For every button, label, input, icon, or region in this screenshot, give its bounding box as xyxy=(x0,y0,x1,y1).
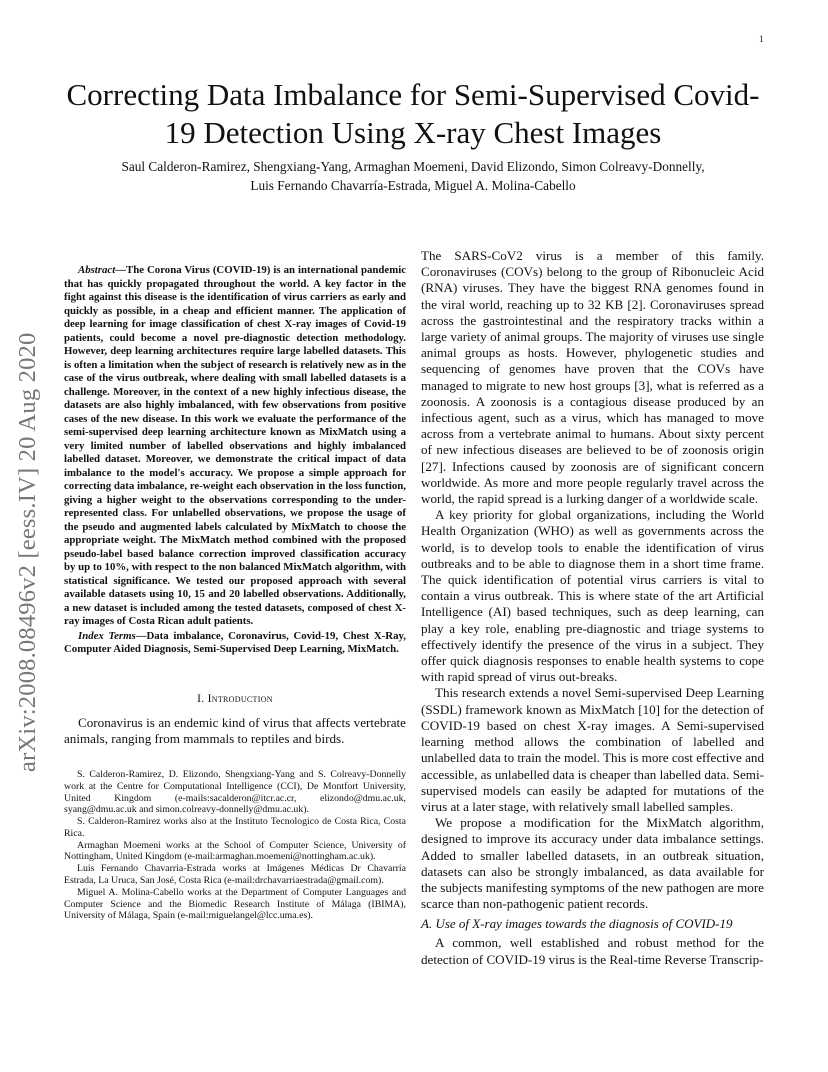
footnote: S. Calderon-Ramirez works also at the Instituto Tecnologico de Costa Rica, Costa Rica. xyxy=(64,816,406,839)
body-paragraph: We propose a modification for the MixMatch algorithm, designed to improve its accuracy under data imbalance settings. Added to smaller labelled datasets, in an outbreak situation, datasets can also be strongly imbalanced, as data available for the subjects manifesting symptoms of the new pathogen are more scarce than non-pathogenic patient records. xyxy=(421,815,764,912)
right-column xyxy=(421,248,764,968)
footnote: Miguel A. Molina-Cabello works at the Department of Computer Languages and Computer Science and the Biomedic Research Institute of Málaga (IBIMA), University of Málaga, Spain (e-mail:miguelangel@lcc.uma.es). xyxy=(64,886,406,922)
body-paragraph: A key priority for global organizations, including the World Health Organization (WHO) as well as governments across the world, is to develop tools to enable the identification of virus outbreaks and to be able to diagnose them in a short time frame. The quick identification of potential virus carriers is vital to contain a virus outbreak. This is where state of the art Artificial Intelligence (AI) based techniques, such as deep learning, can play a key role, enabling pre-diagnostic and triage systems to effectively identify the presence of the virus in a subject. They offer quick diagnosis responses to enable health systems to cope with rapid spread of virus out-breaks. xyxy=(421,507,764,685)
author-list xyxy=(40,157,786,195)
authors-line-1: Saul Calderon-Ramirez, Shengxiang-Yang, Armaghan Moemeni, David Elizondo, Simon Colreavy-Donnelly, xyxy=(121,159,705,174)
index-terms xyxy=(64,630,406,657)
abstract xyxy=(64,264,406,629)
subsection-heading: A. Use of X-ray images towards the diagnosis of COVID-19 xyxy=(421,916,733,932)
index-terms-label: Index Terms xyxy=(78,629,136,642)
page-number: 1 xyxy=(759,34,764,44)
section-title-text: Introduction xyxy=(207,692,273,705)
paper-title: Correcting Data Imbalance for Semi-Supervised Covid-19 Detection Using X-ray Chest Images xyxy=(66,77,760,150)
footnote: S. Calderon-Ramirez, D. Elizondo, Shengxiang-Yang and S. Colreavy-Donnelly work at the Centre for Computational Intelligence (CCI), De Montfort University, United Kingdom (e-mails:sacalderon@itcr.ac.cr, elizondo@dmu.ac.uk, syang@dmu.ac.uk and simon.colreavy-donnelly@dmu.ac.uk). xyxy=(64,768,406,816)
body-paragraph: A common, well established and robust method for the detection of COVID-19 virus is the Real-time Reverse Transcrip- xyxy=(421,935,764,967)
body-paragraph: This research extends a novel Semi-supervised Deep Learning (SSDL) framework known as MixMatch [10] for the detection of COVID-19 based on chest X-ray images. A Semi-supervised learning method allows the combination of labelled and unlabelled data to train the model. This is more cost effective and accessible, as unlabelled data is cheaper than labelled data. Semi-supervised models can easily be adapted for mutations of the virus at a later stage, with relatively small labelled samples. xyxy=(421,685,764,814)
footnote: Luis Fernando Chavarria-Estrada works at Imágenes Médicas Dr Chavarría Estrada, La Uruca, San José, Costa Rica (e-mail:drchavarriaestrada@gmail.com). xyxy=(64,863,406,887)
abstract-text: —The Corona Virus (COVID-19) is an international pandemic that has quickly propagated throughout the world. A key factor in the fight against this disease is the identification of virus carriers as early and quickly as possible, in a cheap and efficient manner. The application of deep learning for image classification of chest X-ray images of Covid-19 patients, could become a novel pre-diagnostic detection methodology. However, deep learning architectures require large labelled datasets. This is often a limitation when the subject of research is relatively new as in the case of the virus outbreak, where dealing with small labelled datasets is a challenge. Moreover, in the context of a new highly infectious disease, the datasets are also highly imbalanced, with few observations from positive cases of the new disease. In this work we evaluate the performance of the semi-supervised deep learning architecture known as MixMatch using a very limited number of labelled observations and highly imbalanced labelled dataset. Moreover, we demonstrate the critical impact of data imbalance to the model's accuracy. We propose a simple approach for correcting data imbalance, re-weight each observation in the loss function, giving a higher weight to the observations corresponding to the under-represented class. For unlabelled observations, we propose the usage of the pseudo and augmented labels calculated by MixMatch to choose the appropriate weight. The MixMatch method combined with the proposed pseudo-label based balance correction improved classification accuracy by up to 10%, with respect to the non balanced MixMatch algorithm, with statistical significance. We tested our proposed approach with several available datasets using 10, 15 and 20 labelled observations. Additionally, a new dataset is included among the tested datasets, composed of chest X-ray images of Costa Rican adult patients. xyxy=(64,264,406,627)
abstract-label: Abstract xyxy=(78,264,116,276)
section-numeral: I. xyxy=(197,692,205,705)
section-heading-introduction xyxy=(64,693,406,705)
arxiv-identifier-stamp: arXiv:2008.08496v2 [eess.IV] 20 Aug 2020 xyxy=(14,332,41,772)
index-terms-text: —Data imbalance, Coronavirus, Covid-19, Chest X-Ray, Computer Aided Diagnosis, Semi-Supervised Deep Learning, MixMatch. xyxy=(64,629,406,655)
left-column xyxy=(64,264,406,922)
authors-line-2: Luis Fernando Chavarría-Estrada, Miguel A. Molina-Cabello xyxy=(250,178,576,193)
intro-paragraph: Coronavirus is an endemic kind of virus that affects vertebrate animals, ranging from mammals to reptiles and birds. xyxy=(64,714,406,746)
body-paragraph: The SARS-CoV2 virus is a member of this family. Coronaviruses (COVs) belong to the group of Ribonucleic Acid (RNA) viruses. They have the biggest RNA genomes found in the viral world, reaching up to 32 KB [2]. Coronaviruses spread across the gastrointestinal and the respiratory tracks within a large variety of animal groups. The majority of viruses use single animal groups as hosts. However, phylogenetic studies and sequencing of genomes have proven that the COVs have managed to migrate to new host groups [3], what is referred as a zoonosis. A zoonosis is a contagious disease produced by an infectious agent, such as a virus, which has managed to move across from a vertebrate animal to humans. About sixty percent of new infectious diseases are believed to be of zoonosis origin [27]. Infections caused by zoonosis are of significant concern worldwide. As more and more people regularly travel across the world, the rapid spread is a lurking danger of a worldwide scale. xyxy=(421,248,764,507)
footnote: Armaghan Moemeni works at the School of Computer Science, University of Nottingham, United Kingdom (e-mail:armaghan.moemeni@nottingham.ac.uk). xyxy=(64,839,406,863)
author-footnotes xyxy=(64,769,406,922)
